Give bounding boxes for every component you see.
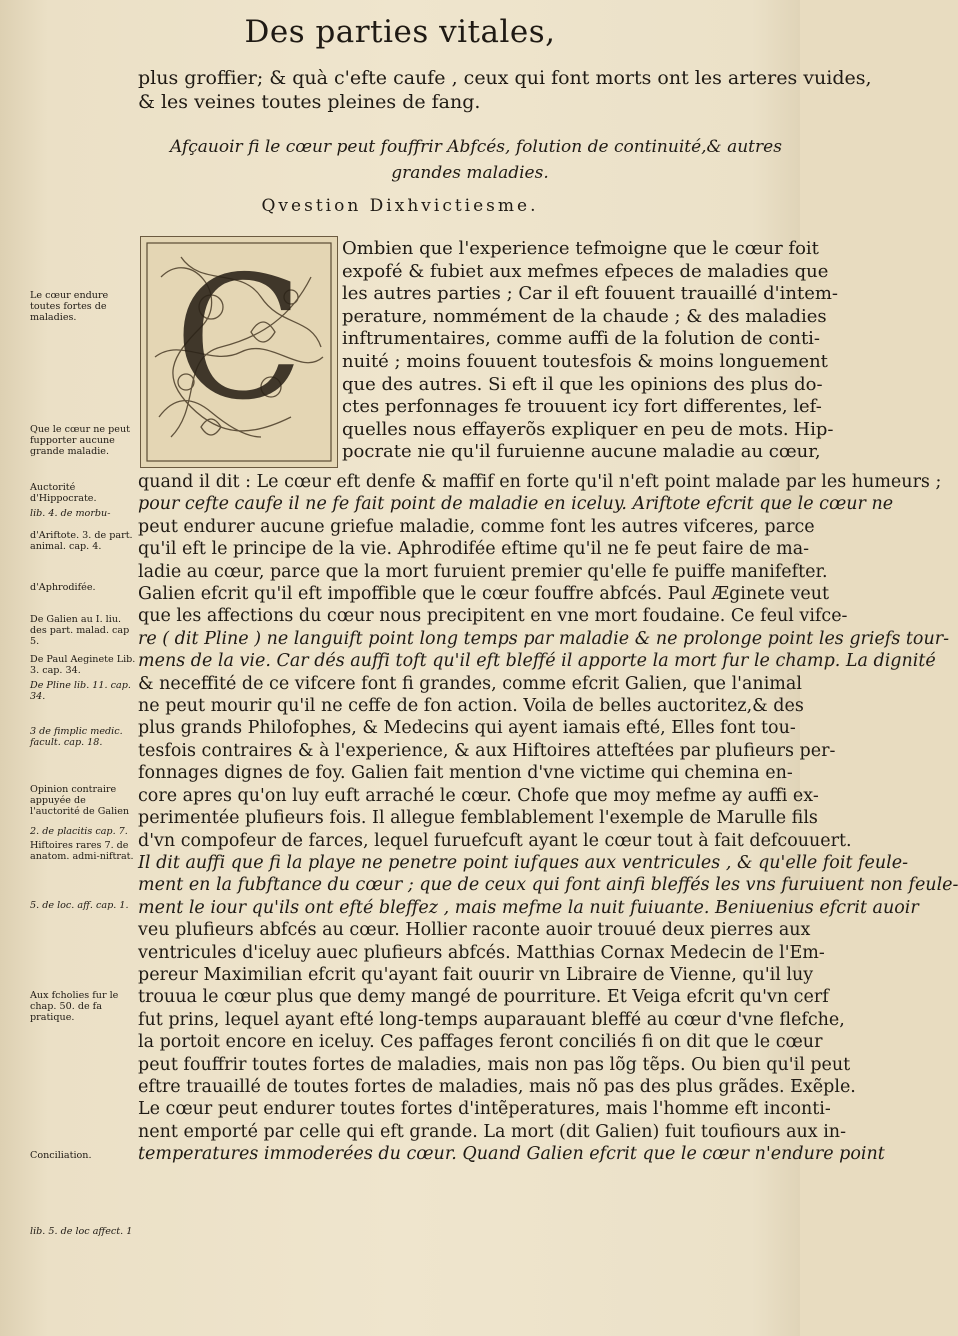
body-line: ladie au cœur, parce que la mort furuient premier qu'elle fe puiffe manifefter. bbox=[138, 561, 828, 582]
margin-note: lib. 4. de morbu- bbox=[30, 508, 111, 519]
body-line: perimentée plufieurs fois. Il allegue femblablement l'exemple de Marulle fils bbox=[138, 808, 818, 829]
margin-note: 3 de fimplic medic. facult. cap. 18. bbox=[30, 726, 123, 748]
intro-line: plus groffier; & quà c'efte caufe , ceux qui font morts ont les arteres vuides, bbox=[138, 67, 872, 89]
ornamental-initial-illustration bbox=[141, 237, 337, 467]
body-line: quand il dit : Le cœur eft denfe & maffif en forte qu'il n'eft point malade par les humeurs ; bbox=[138, 472, 942, 492]
margin-note: d'Aphrodifée. bbox=[30, 582, 96, 593]
body-text-beside-initial bbox=[342, 238, 839, 464]
chapter-title-line: Afçauoir fi le cœur peut fouffrir Abfcés, folution de continuité,& autres bbox=[170, 137, 782, 157]
body-line: que des autres. Si eft il que les opinions des plus do- bbox=[342, 373, 823, 395]
margin-note: Que le cœur ne peut fupporter aucune grande maladie. bbox=[30, 424, 130, 457]
decorated-initial bbox=[140, 236, 338, 468]
margin-note: De Paul Aeginete Lib. 3. cap. 34. bbox=[30, 654, 136, 676]
margin-note: Conciliation. bbox=[30, 1150, 92, 1161]
body-line: Le cœur peut endurer toutes fortes d'intẽperatures, mais l'homme eft inconti- bbox=[138, 1099, 831, 1120]
body-line: pour cefte caufe il ne fe fait point de maladie en iceluy. Ariftote efcrit que le cœur ne bbox=[138, 494, 894, 515]
margin-note: lib. 5. de loc affect. 1 bbox=[30, 1226, 133, 1237]
margin-note: De Galien au I. liu. des part. malad. cap 5. bbox=[30, 614, 130, 647]
body-line: expofé & fubiet aux mefmes efpeces de maladies que bbox=[342, 260, 829, 282]
margin-note: De Pline lib. 11. cap. 34. bbox=[30, 680, 131, 702]
body-line: perature, nommément de la chaude ; & des maladies bbox=[342, 305, 827, 327]
body-line: Il dit auffi que fi la playe ne penetre point iufques aux ventricules , & qu'elle foit feule- bbox=[138, 852, 909, 873]
body-line: pereur Maximilian efcrit qu'ayant fait ouurir vn Libraire de Vienne, qu'il luy bbox=[138, 964, 814, 985]
body-line: les autres parties ; Car il eft fouuent trauaillé d'intem- bbox=[342, 283, 839, 305]
body-line: core apres qu'on luy euft arraché le cœur. Chofe que moy mefme ay auffi ex- bbox=[138, 785, 819, 806]
margin-note: Aux fcholies fur le chap. 50. de fa pratique. bbox=[30, 990, 119, 1023]
body-line: ne peut mourir qu'il ne ceffe de fon action. Voila de belles auctoritez,& des bbox=[138, 696, 804, 717]
body-line: pocrate nie qu'il furuienne aucune maladie au cœur, bbox=[342, 441, 821, 463]
body-line: fut prins, lequel ayant efté long-temps auparauant bleffé au cœur d'vne flefche, bbox=[138, 1009, 845, 1030]
body-line: peut endurer aucune griefue maladie, comme font les autres vifceres, parce bbox=[138, 516, 815, 537]
body-line: ventricules d'iceluy auec plufieurs abfcés. Matthias Cornax Medecin de l'Em- bbox=[138, 942, 825, 963]
margin-note: Le cœur endure toutes fortes de maladies. bbox=[30, 290, 109, 323]
margin-note: d'Ariftote. 3. de part. animal. cap. 4. bbox=[30, 530, 133, 552]
body-line: tesfois contraires & à l'experience, & aux Hiftoires atteftées par plufieurs per- bbox=[138, 740, 836, 761]
body-line: nuité ; moins fouuent toutesfois & moins longuement bbox=[342, 350, 828, 372]
initial-letter: C bbox=[173, 240, 305, 438]
body-line: nent emporté par celle qui eft grande. La mort (dit Galien) fuit toufiours aux in- bbox=[138, 1121, 846, 1142]
body-line: Galien efcrit qu'il eft impoffible que le cœur fouffre abfcés. Paul Æginete veut bbox=[138, 584, 830, 605]
body-line: veu plufieurs abfcés au cœur. Hollier raconte auoir trouué deux pierres aux bbox=[138, 920, 811, 941]
running-head: Des parties vitales, bbox=[244, 14, 556, 50]
intro-paragraph bbox=[138, 66, 872, 114]
body-line: inftrumentaires, comme auffi de la folution de conti- bbox=[342, 328, 821, 350]
body-line: peut fouffrir toutes fortes de maladies, mais non pas lõg tẽps. Ou bien qu'il peut bbox=[138, 1054, 851, 1075]
body-line: quelles nous effayerõs expliquer en peu de mots. Hip- bbox=[342, 418, 834, 440]
body-line: que les affections du cœur nous precipitent en vne mort foudaine. Ce feul vifce- bbox=[138, 606, 848, 627]
body-line: Ombien que l'experience tefmoigne que le cœur foit bbox=[342, 238, 819, 259]
margin-note: 2. de placitis cap. 7. bbox=[30, 826, 128, 837]
body-line: mens de la vie. Car dés auffi toft qu'il eft bleffé il apporte la mort fur le champ. La dignité bbox=[138, 651, 936, 672]
body-line: fonnages dignes de foy. Galien fait mention d'vne victime qui chemina en- bbox=[138, 763, 793, 784]
intro-line: & les veines toutes pleines de fang. bbox=[138, 91, 481, 113]
margin-note: 5. de loc. aff. cap. 1. bbox=[30, 900, 129, 911]
body-line: la portoit encore en iceluy. Ces paffages feront conciliés fi on dit que le cœur bbox=[138, 1032, 823, 1053]
margin-note: Hiftoires rares 7. de anatom. admi-niftrat. bbox=[30, 840, 134, 862]
body-line: ctes perfonnages fe trouuent icy fort differentes, lef- bbox=[342, 396, 822, 418]
body-line: plus grands Philofophes, & Medecins qui ayent iamais efté, Elles font tou- bbox=[138, 718, 796, 739]
body-line: & neceffité de ce vifcere font fi grandes, comme efcrit Galien, que l'animal bbox=[138, 673, 802, 694]
body-line: temperatures immoderées du cœur. Quand Galien efcrit que le cœur n'endure point bbox=[138, 1144, 885, 1165]
body-line: ment en la fubftance du cœur ; que de ceux qui font ainfi bleffés les vns furuiuent non feule- bbox=[138, 875, 958, 896]
body-line: eftre trauaillé de toutes fortes de maladies, mais nõ pas des plus grãdes. Exẽple. bbox=[138, 1076, 856, 1097]
chapter-title bbox=[170, 134, 782, 186]
body-line: qu'il eft le principe de la vie. Aphrodifée eftime qu'il ne fe peut faire de ma- bbox=[138, 539, 810, 560]
body-text bbox=[138, 471, 958, 1166]
body-line: d'vn compofeur de farces, lequel furuefcuft ayant le cœur tout à fait defcouuert. bbox=[138, 830, 852, 851]
body-line: ment le iour qu'ils ont efté bleffez , mais mefme la nuit fuiuante. Beniuenius efcrit auoir bbox=[138, 897, 919, 918]
margin-note: Auctorité d'Hippocrate. bbox=[30, 482, 97, 504]
margin-note: Opinion contraire appuyée de l'auctorité de Galien bbox=[30, 784, 130, 817]
body-line: trouua le cœur plus que demy mangé de pourriture. Et Veiga efcrit qu'vn cerf bbox=[138, 987, 829, 1008]
body-line: re ( dit Pline ) ne languift point long temps par maladie & ne prolonge point les griefs tour- bbox=[138, 628, 950, 649]
question-heading: Qvestion Dixhvictiesme. bbox=[261, 196, 539, 216]
chapter-title-line: grandes maladies. bbox=[391, 163, 549, 183]
